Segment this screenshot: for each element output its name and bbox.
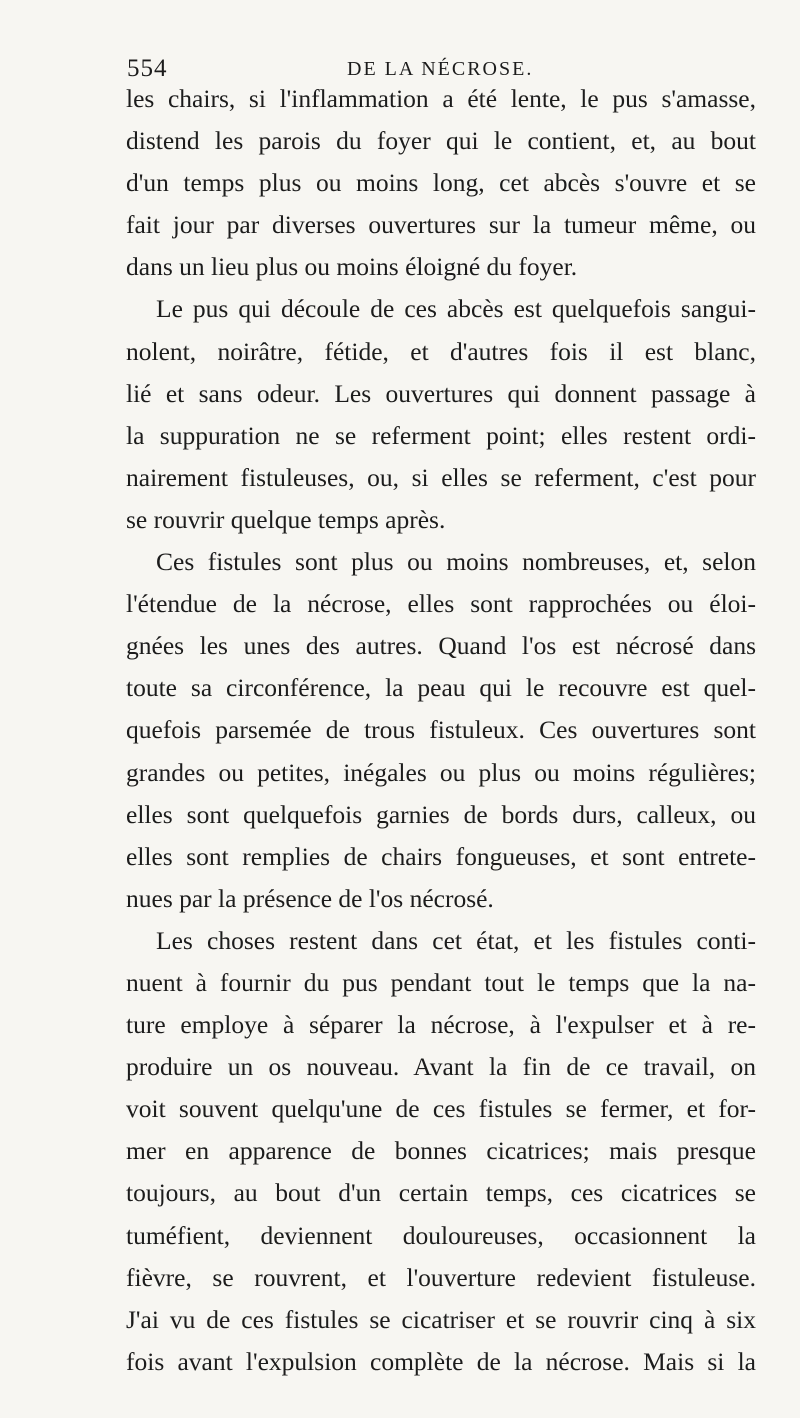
text-line: Le pus qui découle de ces abcès est quelquefois sangui- [156,294,756,324]
text-line: nolent, noirâtre, fétide, et d'autres fois il est blanc, [126,336,756,366]
text-line: fièvre, se rouvrent, et l'ouverture redevient fistuleuse. [126,1262,756,1292]
text-line: la suppuration ne se referment point; elles restent ordi- [126,420,756,450]
text-line: distend les parois du foyer qui le contient, et, au bout [126,126,756,156]
text-line: d'un temps plus ou moins long, cet abcès s'ouvre et se [126,168,756,198]
page-number: 554 [127,55,168,82]
text-line: se rouvrir quelque temps après. [126,504,446,534]
text-line: nuent à fournir du pus pendant tout le temps que la na- [126,967,756,997]
running-title: DE LA NÉCROSE. [347,58,534,80]
text-line: elles sont quelquefois garnies de bords durs, calleux, ou [126,799,756,829]
text-line: lié et sans odeur. Les ouvertures qui donnent passage à [126,378,756,408]
body-text [126,78,756,1383]
text-line: nues par la présence de l'os nécrosé. [126,883,494,913]
text-line: produire un os nouveau. Avant la fin de ce travail, on [126,1052,756,1082]
text-line: mer en apparence de bonnes cicatrices; mais presque [126,1136,756,1166]
text-line: Ces fistules sont plus ou moins nombreuses, et, selon [156,547,756,577]
text-line: quefois parsemée de trous fistuleux. Ces ouvertures sont [126,715,756,745]
text-line: elles sont remplies de chairs fongueuses, et sont entrete- [126,841,756,871]
text-line: dans un lieu plus ou moins éloigné du foyer. [126,252,578,282]
text-line: voit souvent quelqu'une de ces fistules se fermer, et for- [126,1094,756,1124]
text-line: Les choses restent dans cet état, et les fistules conti- [156,925,756,955]
text-line: J'ai vu de ces fistules se cicatriser et se rouvrir cinq à six [126,1304,756,1334]
text-line: nairement fistuleuses, ou, si elles se referment, c'est pour [126,462,756,492]
text-line: toute sa circonférence, la peau qui le recouvre est quel- [126,673,756,703]
text-line: ture employe à séparer la nécrose, à l'expulser et à re- [126,1010,756,1040]
text-line: l'étendue de la nécrose, elles sont rapprochées ou éloi- [126,589,756,619]
text-line: toujours, au bout d'un certain temps, ces cicatrices se [126,1178,756,1208]
text-line: les chairs, si l'inflammation a été lente, le pus s'amasse, [126,84,756,113]
text-line: fait jour par diverses ouvertures sur la tumeur même, ou [126,210,756,240]
text-line: tuméfient, deviennent douloureuses, occasionnent la [126,1220,756,1250]
text-line: grandes ou petites, inégales ou plus ou moins régulières; [126,757,756,787]
text-line: fois avant l'expulsion complète de la nécrose. Mais si la [126,1346,756,1376]
text-line: gnées les unes des autres. Quand l'os est nécrosé dans [126,631,756,661]
